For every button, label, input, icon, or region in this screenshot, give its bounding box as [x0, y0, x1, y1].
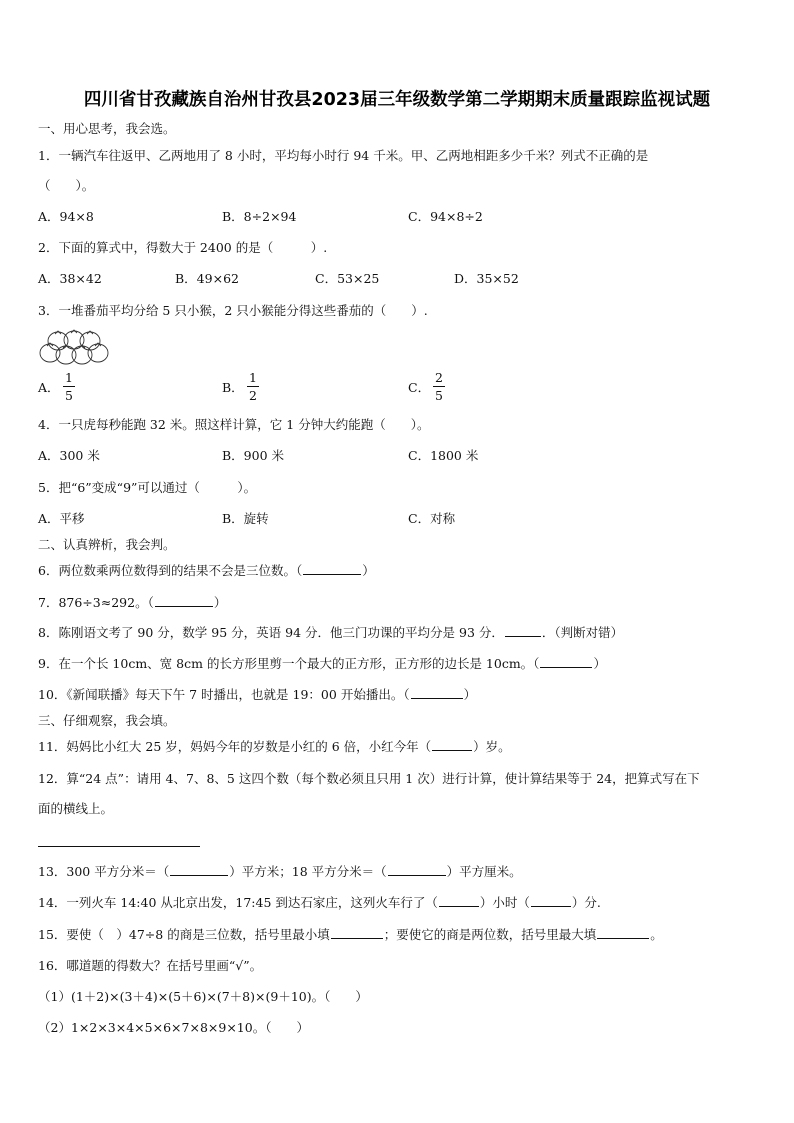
fraction-bar	[433, 386, 445, 387]
q12-answer-line[interactable]	[38, 846, 200, 847]
fraction-numerator: 1	[249, 370, 257, 385]
question-13-part-c: ）平方厘米。	[446, 864, 522, 879]
question-14-part-b: ）小时（	[479, 895, 530, 910]
fraction-denominator: 5	[65, 388, 73, 403]
question-9-text: 9．在一个长 10cm、宽 8cm 的长方形里剪一个最大的正方形，正方形的边长是 10cm。（	[38, 656, 540, 671]
question-15-part-c: 。	[650, 927, 663, 942]
section-heading-1: 一、用心思考，我会选。	[38, 121, 176, 136]
q4-option-c: C．1800 米	[408, 448, 479, 463]
tomatoes-image	[36, 327, 112, 367]
question-6-close: ）	[362, 563, 375, 578]
q5-option-c: C．对称	[408, 511, 456, 526]
question-3-text: 3．一堆番茄平均分给 5 只小猴，2 只小猴能分得这些番茄的（ ）.	[38, 303, 428, 318]
q3-option-c-fraction	[433, 371, 445, 402]
q1-option-a: A．94×8	[38, 209, 94, 224]
fraction-numerator: 1	[65, 370, 73, 385]
question-1-text: 1．一辆汽车往返甲、乙两地用了 8 小时，平均每小时行 94 千米。甲、乙两地相距多少千米？列式不正确的是	[38, 148, 649, 163]
answer-blank[interactable]	[505, 625, 541, 637]
page-title: 四川省甘孜藏族自治州甘孜县2023届三年级数学第二学期期末质量跟踪监视试题	[83, 90, 711, 110]
answer-blank[interactable]	[540, 656, 592, 668]
q2-option-b: B．49×62	[175, 271, 239, 286]
q3-option-a-label: A．	[38, 380, 60, 395]
question-11	[38, 739, 511, 755]
question-8	[38, 625, 623, 641]
question-12-line-2: 面的横线上。	[38, 801, 114, 816]
fraction-bar	[63, 386, 75, 387]
question-9-close: ）	[593, 656, 606, 671]
question-6-text: 6．两位数乘两位数得到的结果不会是三位数。（	[38, 563, 303, 578]
section-heading-3: 三、仔细观察，我会填。	[38, 713, 176, 728]
fraction-bar	[247, 386, 259, 387]
question-7-text: 7．876÷3≈292。（	[38, 595, 154, 610]
question-4-text: 4．一只虎每秒能跑 32 米。照这样计算，它 1 分钟大约能跑（ ）。	[38, 417, 430, 432]
question-10-close: ）	[463, 687, 477, 702]
question-7-close: ）	[213, 595, 227, 610]
q3-option-b-label: B．	[222, 380, 244, 395]
section-heading-2: 二、认真辨析，我会判。	[38, 537, 176, 552]
q1-option-b: B．8÷2×94	[222, 209, 297, 224]
answer-blank[interactable]	[331, 927, 383, 939]
question-2-text: 2．下面的算式中，得数大于 2400 的是（ ）.	[38, 240, 328, 255]
question-11-suffix: ）岁。	[473, 739, 511, 754]
question-16-item-1: （1）(1＋2)×(3＋4)×(5＋6)×(7＋8)×(9＋10)。（ ）	[38, 989, 368, 1004]
answer-blank[interactable]	[439, 895, 479, 907]
q3-option-b-fraction	[247, 371, 259, 402]
fraction-denominator: 5	[435, 388, 443, 403]
q2-option-a: A．38×42	[38, 271, 102, 286]
answer-blank[interactable]	[170, 864, 228, 876]
question-14-part-c: ）分.	[571, 895, 601, 910]
question-1-paren: （ ）。	[38, 178, 95, 193]
question-13-part-a: 13．300 平方分米＝（	[38, 864, 170, 879]
answer-blank[interactable]	[303, 563, 361, 575]
question-6	[38, 563, 375, 579]
q1-option-c: C．94×8÷2	[408, 209, 483, 224]
fraction-numerator: 2	[435, 370, 443, 385]
question-15-part-b: ；要使它的商是两位数，括号里最大填	[383, 927, 597, 942]
question-8-text: 8．陈刚语文考了 90 分，数学 95 分，英语 94 分．他三门功课的平均分是 93 分．	[38, 625, 504, 640]
question-15	[38, 927, 663, 943]
question-15-part-a: 15．要使（ ）47÷8 的商是三位数，括号里最小填	[38, 927, 330, 942]
question-12-line-1: 12．算“24 点”：请用 4、7、8、5 这四个数（每个数必须且只用 1 次）进行计算，使计算结果等于 24，把算式写在下	[38, 771, 700, 786]
question-14	[38, 895, 601, 911]
answer-blank[interactable]	[432, 739, 472, 751]
fraction-denominator: 2	[249, 388, 257, 403]
q4-option-a: A．300 米	[38, 448, 100, 463]
question-13-part-b: ）平方米；18 平方分米＝（	[229, 864, 387, 879]
q5-option-a: A．平移	[38, 511, 85, 526]
question-13	[38, 864, 522, 880]
question-14-part-a: 14．一列火车 14:40 从北京出发，17:45 到达石家庄，这列火车行了（	[38, 895, 438, 910]
question-16-text: 16．哪道题的得数大？在括号里画“√”。	[38, 958, 263, 973]
answer-blank[interactable]	[155, 595, 213, 607]
q4-option-b: B．900 米	[222, 448, 285, 463]
answer-blank[interactable]	[411, 687, 463, 699]
q2-option-c: C．53×25	[315, 271, 380, 286]
question-16-item-2: （2）1×2×3×4×5×6×7×8×9×10。（ ）	[38, 1020, 309, 1035]
question-7	[38, 595, 226, 611]
answer-blank[interactable]	[388, 864, 446, 876]
answer-blank[interactable]	[597, 927, 649, 939]
q2-option-d: D．35×52	[454, 271, 519, 286]
q3-option-a-fraction	[63, 371, 75, 402]
question-9	[38, 656, 606, 672]
question-8-suffix: ．（判断对错）	[541, 625, 624, 640]
question-10-text: 10．《新闻联播》每天下午 7 时播出，也就是 19：00 开始播出。（	[38, 687, 410, 702]
q3-option-c-label: C．	[408, 380, 431, 395]
question-11-text: 11．妈妈比小红大 25 岁，妈妈今年的岁数是小红的 6 倍，小红今年（	[38, 739, 432, 754]
answer-blank[interactable]	[531, 895, 571, 907]
question-10	[38, 687, 476, 703]
q5-option-b: B．旋转	[222, 511, 269, 526]
question-5-text: 5．把“6”变成“9”可以通过（ ）。	[38, 480, 257, 495]
